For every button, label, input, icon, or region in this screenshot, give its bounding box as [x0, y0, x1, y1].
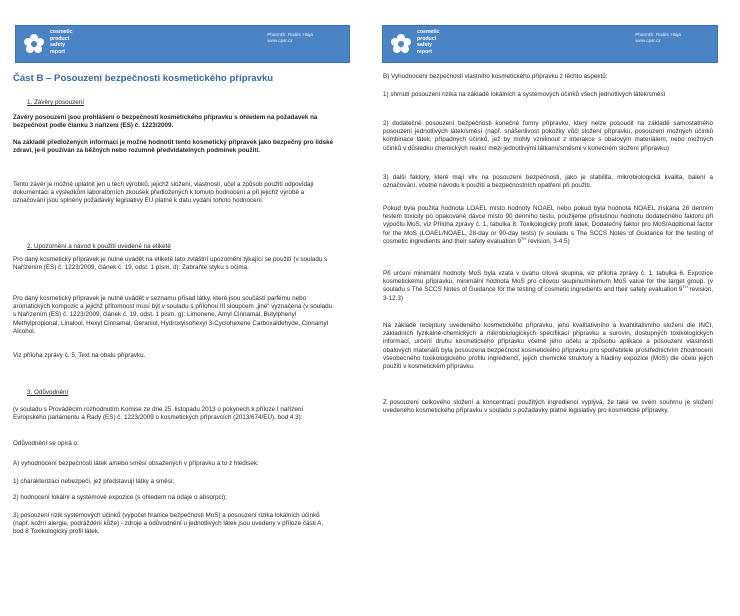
paragraph: Viz příloha zprávy č. 5, Text na obalu přípravku.	[13, 352, 146, 359]
paragraph: 1) shrnutí posouzení rizika na základě lokálních a systémových účinků všech jednotlivých látek/směsí	[383, 91, 666, 98]
paragraph: Pokud byla použita hodnota LOAEL místo hodnoty NOAEL nebo pokud byla hodnota NOAEL získána 28 denním testem toxicity po opakované dávce místo 90 denního testu, použijeme příslušnou hodnotu dodatečného faktoru při výpočtu MoS, viz Příloha zprávy č. 1, tabulka 8. Toxikologický profil látek, Dodatečný faktor pro MoS/Additional factor for the MoS (LOAEL/NOAEL, 28-day or 90-day tests) (v souladu s The SCCS Notes of Guidance for the testing of cosmetic ingredients and their safety evaluation 9TH revision, 3-4.5)	[383, 205, 713, 245]
flower-logo-icon	[20, 30, 48, 58]
paragraph: 2) dodatečné posouzení bezpečnosti konečné formy přípravku, který nelze posoudit na základě samostatného posouzení jednotlivých látek/směsí (např. snášenlivost pokožky vůči složení přípravku, posouzení možných účinků kombinace látek, případných účinků, jež by mohly vzniknout z interakce s obalovým materiálem, nebo možných účinků v důsledku chemických reakcí mezi jednotlivými látkami/směsmi v konečném složení přípravku)	[383, 120, 713, 152]
paragraph: Odůvodnění se opírá o:	[13, 440, 79, 447]
logo-text: cosmetic product safety report	[50, 29, 73, 55]
paragraph: 2) hodnocení lokální a systémové expozice (s ohledem na údaje o absorpci);	[13, 494, 227, 501]
paragraph: Tento závěr je možné uplatnit jen u těch výrobků, jejichž složení, vlastnosti, účel a způsob použití odpovídají dokumentaci a výsledkům laboratorních zkoušek předložených k tomuto hodnocení a při jejichž výrobě a označování jsou splněny požadavky legislativy EU platné k datu vydání tohoto hodnocení.	[13, 181, 314, 205]
paragraph: Z posouzení celkového složení a koncentrací použitých ingrediencí vyplývá, že také ve svém souhrnu je složení uvedeného kosmetického přípravku v souladu s požadavky platné legislativy pro kosmetické přípravky.	[383, 399, 713, 415]
paragraph: B) Vyhodnocení bezpečnosti vlastního kosmetického přípravku z těchto aspektů:	[383, 73, 608, 80]
paragraph: Při určení minimální hodnoty MoS byla vzata v úvahu cílová skupina, viz příloha zprávy č. 1, tabulka 6. Expozice kosmetickému přípravku, minimální hodnota MoS pro cílovou skupinu/minimum MoS value for the target group. (v souladu s The SCCS Notes of Guidance for the testing of cosmetic ingredients and their safety evaluation 9TH revision, 3-12.3)	[383, 270, 713, 302]
paragraph: (v souladu s Prováděcím rozhodnutím Komise ze dne 25. listopadu 2013 o pokynech k příloze I nařízení Evropského parlamentu a Rady (ES) č. 1223/2009 o kosmetických přípravcích (2013/674/EU), bod 4.3):	[13, 406, 304, 422]
paragraph: 1) charakterizaci nebezpečí, jež představují látky a směsi;	[13, 478, 174, 485]
section-heading-conclusions: 1. Závěry posouzení	[27, 99, 85, 106]
section-heading-warnings: 2. Upozornění a návod k použití uvedené na etiketě	[27, 243, 171, 250]
paragraph: Pro daný kosmetický přípravek je nutné uvádět na etiketě tato zvláštní upozornění týkající se použití (v souladu s Nařízením (ES) č. 1223/2009, článek č. 19, odst. 1 písm. d): Zabraňte styku s očima.	[13, 256, 328, 272]
paragraph: Závěry posouzení jsou prohlášení o bezpečnosti kosmetického přípravku s ohledem na požadavek na bezpečnost podle článku 3 nařízení (ES) č. 1223/2009.	[13, 114, 318, 130]
header-banner	[15, 25, 350, 63]
document-page-right	[370, 0, 740, 616]
page-title: Část B – Posouzení bezpečnosti kosmetického přípravku	[13, 73, 274, 84]
section-heading-justification: 3. Odůvodnění	[27, 389, 69, 396]
paragraph: 3) posouzení rizik systémových účinků (výpočet hranice bezpečnosti MoS) a posouzení rizika lokálních účinků (např. kožní alergie, podráždění kůže) - zdroje a odůvodnění u jednotlivých látek jsou uvedeny v příloze části A, bod 8 Toxikologický profil látek.	[13, 512, 324, 536]
paragraph: Na základě receptury uvedeného kosmetického přípravku, jeho kvalitativního a kvantitativního složení dle INCI, základních fyzikálně-chemických a mikrobiologických specifikací přípravku a surovin, dostupných toxikologických informací, určení druhu kosmetického přípravku včetně jeho účelu a způsobu aplikace a posouzení vlastností obalových materiálů byla posouzena bezpečnost kosmetického přípravku pro spotřebitele prostřednictvím zhodnocení všeobecného toxikologického profilu ingrediencí, jejich chemické struktury a hladiny expozice (MoS) dle účelu jejich použití v kosmetickém přípravku.	[383, 322, 713, 371]
paragraph: Na základě předložených informací je možné hodnotit tento kosmetický přípravek jako bezpečný pro lidské zdraví, je-li používán za běžných nebo rozumně předvídatelných podmínek použití.	[13, 139, 334, 155]
paragraph: 3) další faktory, které mají vliv na posouzení bezpečnosti, jako je stabilita, mikrobiologická kvalita, balení a označování, včetně návodu k použití a bezpečnostních opatření při použití.	[383, 174, 713, 190]
paragraph: Pro daný kosmetický přípravek je nutné uvádět v seznamu přísad látky, které jsou součástí parfému nebo aromatických kompozic a jejichž přítomnost musí být v souladu s přílohou III sloupcem „jiné“ vyznačena (v souladu s Nařízením (ES) č. 1223/2009, článek č. 19, odst. 1 písm. g): Limonene, Amyl Cinnamal, Butylphenyl Methylpropional, Linalool, Hexyl Cinnamal, Geraniol, Hydroxyisohexyl 3-Cyclohexene Carboxaldehyde, Cinnamyl Alcohol.	[13, 295, 333, 335]
paragraph: A) vyhodnocení bezpečnosti látek a/nebo směsí obsažených v přípravku a to z hledisek:	[13, 460, 259, 467]
flower-logo-icon	[387, 30, 415, 58]
logo-text: cosmetic product safety report	[417, 29, 440, 55]
author-info: PharmDr. Radim Hlaja www.cpsr.cz	[267, 32, 313, 44]
author-info: PharmDr. Radim Hlaja www.cpsr.cz	[635, 32, 681, 44]
header-banner	[382, 25, 718, 63]
